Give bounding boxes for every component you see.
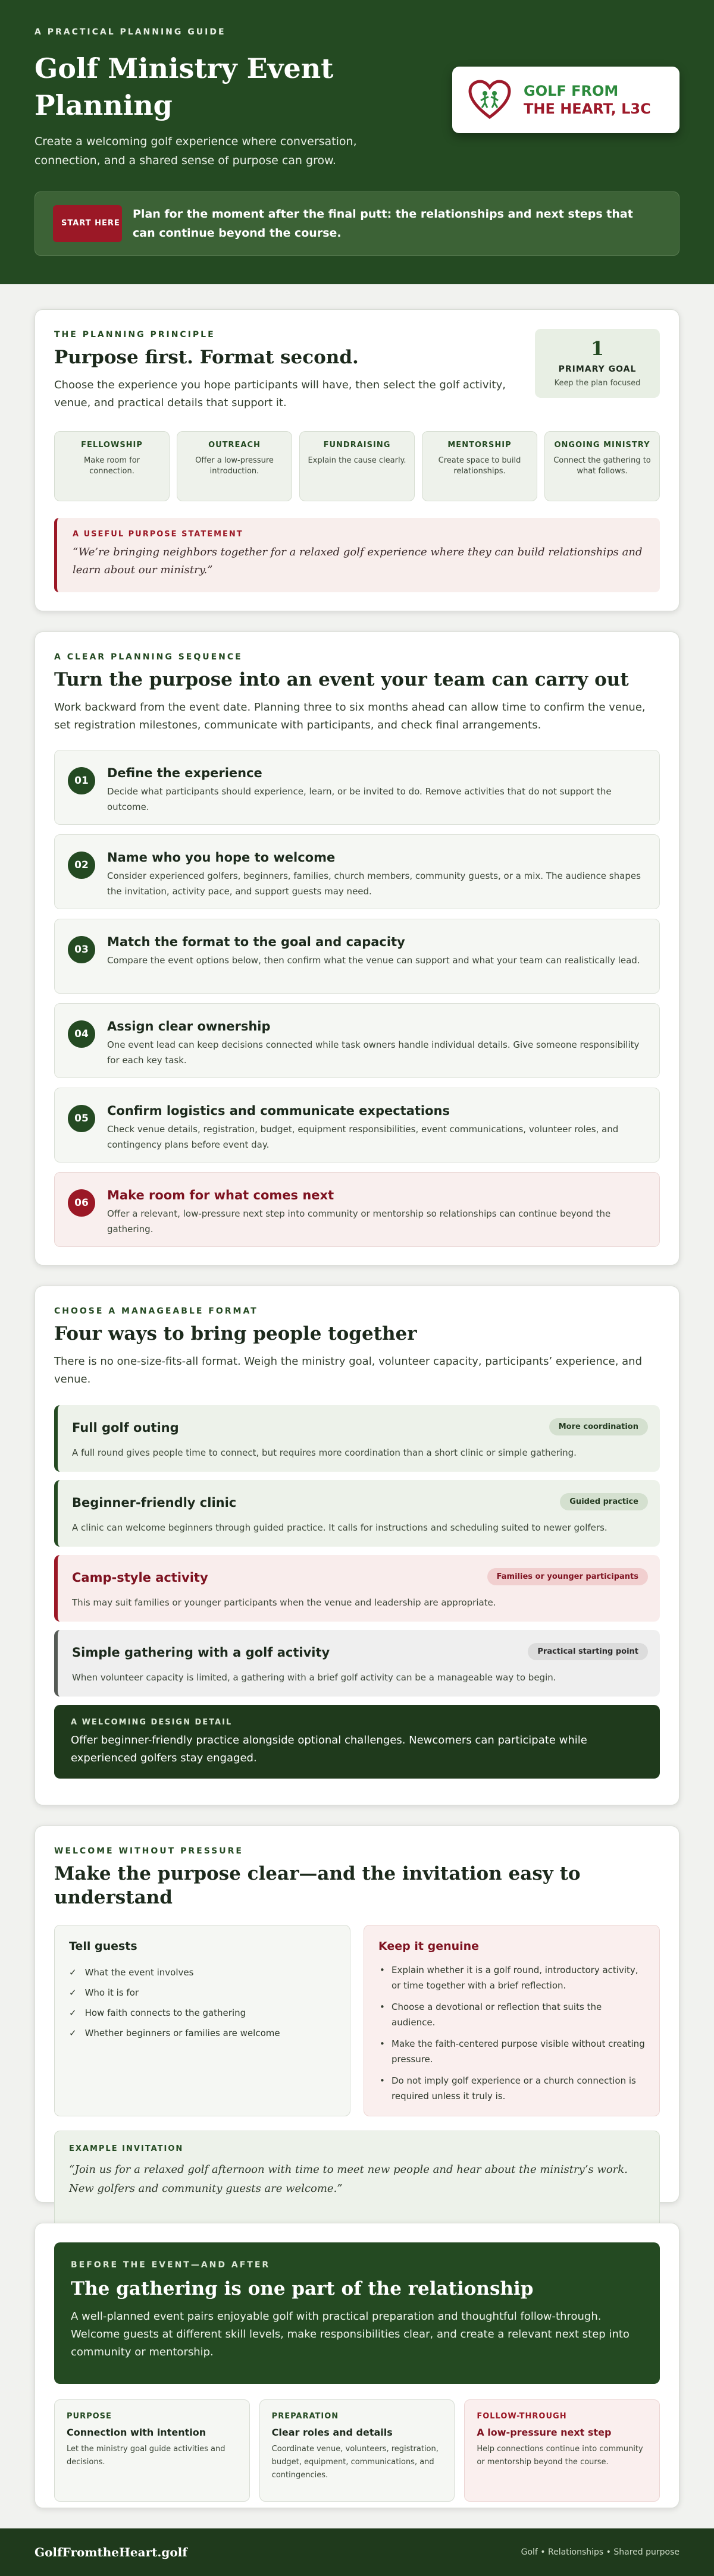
keep-genuine-title: Keep it genuine <box>378 1940 480 1953</box>
format-title: Beginner-friendly clinic <box>72 1496 237 1510</box>
section-eyebrow: WELCOME WITHOUT PRESSURE <box>54 1846 243 1856</box>
pillar-desc: Explain the cause clearly. <box>308 456 406 465</box>
planning-sequence-section <box>35 632 679 1265</box>
step-item <box>54 834 660 909</box>
example-label: EXAMPLE INVITATION <box>69 2144 184 2153</box>
logo-line-2: THE HEART, L3C <box>524 100 651 117</box>
step-item <box>54 1088 660 1163</box>
step-number: 01 <box>68 767 95 794</box>
formats-list <box>54 1405 660 1697</box>
format-tag: More coordination <box>549 1418 648 1435</box>
step-desc: Consider experienced golfers, beginners, families, church members, community guests, or a mix. The audience shapes the invitation, activity pace, and support guests may need. <box>107 871 641 897</box>
step-item-highlight <box>54 1172 660 1247</box>
pillar-card <box>177 431 292 501</box>
format-card <box>54 1480 660 1547</box>
tell-guests-title: Tell guests <box>69 1940 137 1953</box>
brand-logo <box>452 67 679 133</box>
format-title: Simple gathering with a golf activity <box>72 1645 330 1660</box>
card-label: FOLLOW-THROUGH <box>477 2412 567 2421</box>
step-desc: Decide what participants should experience, learn, or be invited to do. Remove activities that do not support the outcome. <box>107 786 612 812</box>
step-title: Make room for what comes next <box>107 1188 334 1202</box>
step-desc: Check venue details, registration, budget, equipment responsibilities, event communications, volunteer roles, and contingency plans before event day. <box>107 1124 619 1150</box>
page-footer <box>0 2528 714 2576</box>
tell-guests-box <box>54 1925 350 2116</box>
list-item: ✓ What the event involves <box>69 1962 336 1983</box>
card-desc: Coordinate venue, volunteers, registration, budget, equipment, communications, and contingencies. <box>271 2445 439 2480</box>
step-desc: One event lead can keep decisions connected while task owners handle individual details. Give someone responsibility for each key task. <box>107 1039 640 1066</box>
pillar-card <box>54 431 170 501</box>
pillar-card <box>299 431 415 501</box>
design-detail-box <box>54 1705 660 1779</box>
relationship-banner <box>54 2242 660 2384</box>
card-desc: Let the ministry goal guide activities and decisions. <box>67 2445 226 2467</box>
preparation-card <box>259 2399 455 2502</box>
purpose-statement-quote <box>54 518 660 592</box>
step-number: 02 <box>68 852 95 879</box>
section-title: Four ways to bring people together <box>54 1323 417 1344</box>
start-here-badge: START HERE <box>53 205 122 242</box>
quote-label: A USEFUL PURPOSE STATEMENT <box>73 530 243 539</box>
list-item: ✓ How faith connects to the gathering <box>69 2003 336 2023</box>
pillar-desc: Offer a low-pressure introduction. <box>195 456 274 476</box>
pillar-title: FUNDRAISING <box>323 441 391 450</box>
pillar-card <box>422 431 537 501</box>
format-title: Camp-style activity <box>72 1570 208 1585</box>
footer-tagline: Golf • Relationships • Shared purpose <box>521 2547 679 2557</box>
list-item: • Make the faith-centered purpose visible without creating pressure. <box>378 2036 645 2067</box>
section-title: Make the purpose clear—and the invitation easy to understand <box>54 1863 581 1908</box>
pillar-title: OUTREACH <box>208 441 261 450</box>
list-item: • Do not imply golf experience or a church connection is required unless it truly is. <box>378 2073 645 2104</box>
keep-genuine-list <box>378 1962 645 2104</box>
step-number: 06 <box>68 1189 95 1217</box>
list-item: ✓ Who it is for <box>69 1983 336 2003</box>
section-eyebrow: THE PLANNING PRINCIPLE <box>54 330 215 340</box>
step-title: Confirm logistics and communicate expectations <box>107 1104 450 1118</box>
format-desc: A full round gives people time to connect, but requires more coordination than a short clinic or simple gathering. <box>72 1447 577 1458</box>
step-desc: Compare the event options below, then confirm what the venue can support and what your team can realistically lead. <box>107 955 640 966</box>
purpose-card <box>54 2399 250 2502</box>
step-number: 03 <box>68 936 95 963</box>
format-card <box>54 1555 660 1622</box>
welcome-section <box>35 1826 679 2203</box>
format-title: Full golf outing <box>72 1421 179 1435</box>
list-item: • Explain whether it is a golf round, introductory activity, or time together with a brief reflection. <box>378 1962 645 1993</box>
step-title: Assign clear ownership <box>107 1019 271 1033</box>
step-item <box>54 919 660 994</box>
format-desc: When volunteer capacity is limited, a gathering with a brief golf activity can be a manageable way to begin. <box>72 1672 556 1683</box>
format-tag: Guided practice <box>560 1493 648 1510</box>
step-item <box>54 750 660 825</box>
relationship-section <box>35 2223 679 2508</box>
hero-banner <box>35 191 679 256</box>
pillar-title: MENTORSHIP <box>447 441 512 450</box>
card-label: PURPOSE <box>67 2412 112 2421</box>
section-intro: Choose the experience you hope participants will have, then select the golf activity, venue, and practical details that support it. <box>54 379 506 409</box>
step-title: Name who you hope to welcome <box>107 850 336 865</box>
section-eyebrow: CHOOSE A MANAGEABLE FORMAT <box>54 1306 258 1316</box>
card-title: Connection with intention <box>67 2427 206 2438</box>
card-title: A low-pressure next step <box>477 2427 612 2438</box>
list-item: • Choose a devotional or reflection that suits the audience. <box>378 1999 645 2030</box>
section-intro: Work backward from the event date. Planning three to six months ahead can allow time to confirm the venue, set registration milestones, communicate with participants, and check final arrangements. <box>54 701 646 731</box>
pillar-card <box>544 431 660 501</box>
format-card <box>54 1405 660 1472</box>
follow-through-card <box>464 2399 660 2502</box>
format-tag: Practical starting point <box>528 1643 648 1660</box>
banner-text: Plan for the moment after the final putt: the relationships and next steps that can continue beyond the course. <box>133 208 633 240</box>
keep-genuine-box <box>364 1925 660 2116</box>
main-content <box>0 284 714 2508</box>
hero-header <box>0 0 714 284</box>
banner-title: The gathering is one part of the relationship <box>71 2278 534 2299</box>
goal-label: PRIMARY GOAL <box>558 365 637 374</box>
format-desc: A clinic can welcome beginners through guided practice. It calls for instructions and scheduling suited to newer golfers. <box>72 1522 607 1533</box>
planning-principle-section <box>35 309 679 611</box>
steps-list <box>54 750 660 1247</box>
card-label: PREPARATION <box>271 2412 339 2421</box>
step-number: 05 <box>68 1105 95 1132</box>
banner-eyebrow: BEFORE THE EVENT—AND AFTER <box>71 2260 271 2270</box>
step-title: Define the experience <box>107 766 262 780</box>
step-number: 04 <box>68 1020 95 1048</box>
card-desc: Help connections continue into community or mentorship beyond the course. <box>477 2445 643 2467</box>
card-title: Clear roles and details <box>271 2427 393 2438</box>
format-card <box>54 1630 660 1697</box>
goal-number: 1 <box>590 337 605 360</box>
step-desc: Offer a relevant, low-pressure next step into community or mentorship so relationships can continue beyond the gathering. <box>107 1208 611 1234</box>
step-title: Match the format to the goal and capacity <box>107 935 405 949</box>
example-text: “Join us for a relaxed golf afternoon with time to meet new people and hear about the ministry’s work. New golfers and community guests are welcome.” <box>69 2163 628 2195</box>
guidance-columns <box>54 1925 660 2116</box>
heart-golfers-icon <box>468 79 512 121</box>
pillar-desc: Create space to build relationships. <box>438 456 521 476</box>
footer-brand[interactable]: GolfFromtheHeart.golf <box>35 2545 187 2559</box>
detail-text: Offer beginner-friendly practice alongside optional challenges. Newcomers can participate while experienced golfers stay engaged. <box>71 1734 587 1764</box>
section-intro: There is no one-size-fits-all format. Weigh the ministry goal, volunteer capacity, participants’ experience, and venue. <box>54 1355 643 1386</box>
format-desc: This may suit families or younger participants when the venue and leadership are appropriate. <box>72 1597 496 1608</box>
pillar-desc: Connect the gathering to what follows. <box>553 456 651 476</box>
primary-goal-box <box>535 329 660 398</box>
hero-eyebrow: A PRACTICAL PLANNING GUIDE <box>35 27 226 37</box>
step-item <box>54 1003 660 1078</box>
formats-section <box>35 1286 679 1805</box>
section-eyebrow: A CLEAR PLANNING SEQUENCE <box>54 652 243 662</box>
pillar-desc: Make room for connection. <box>83 456 140 476</box>
relationship-columns <box>54 2399 660 2502</box>
section-title: Purpose first. Format second. <box>54 347 359 368</box>
logo-line-1: GOLF FROM <box>524 83 619 99</box>
pillar-title: FELLOWSHIP <box>81 441 143 450</box>
detail-label: A WELCOMING DESIGN DETAIL <box>71 1718 233 1727</box>
purpose-pillars <box>54 431 660 501</box>
quote-text: “We’re bringing neighbors together for a relaxed golf experience where they can build relationships and learn about our ministry.” <box>73 546 643 576</box>
banner-text: A well-planned event pairs enjoyable golf with practical preparation and thoughtful follow-through. Welcome guests at different skill levels, make responsibilities clear, and create a relevant next step into community or mentorship. <box>71 2310 630 2358</box>
tell-guests-list <box>69 1962 336 2043</box>
section-title: Turn the purpose into an event your team can carry out <box>54 669 629 690</box>
hero-subtitle: Create a welcoming golf experience where conversation, connection, and a shared sense of purpose can grow. <box>35 135 357 167</box>
page-title: Golf Ministry Event Planning <box>35 52 334 121</box>
list-item: ✓ Whether beginners or families are welcome <box>69 2023 336 2043</box>
goal-subtext: Keep the plan focused <box>554 379 641 388</box>
pillar-title: ONGOING MINISTRY <box>554 441 650 450</box>
example-invitation-box <box>54 2131 660 2228</box>
format-tag: Families or younger participants <box>487 1568 648 1585</box>
